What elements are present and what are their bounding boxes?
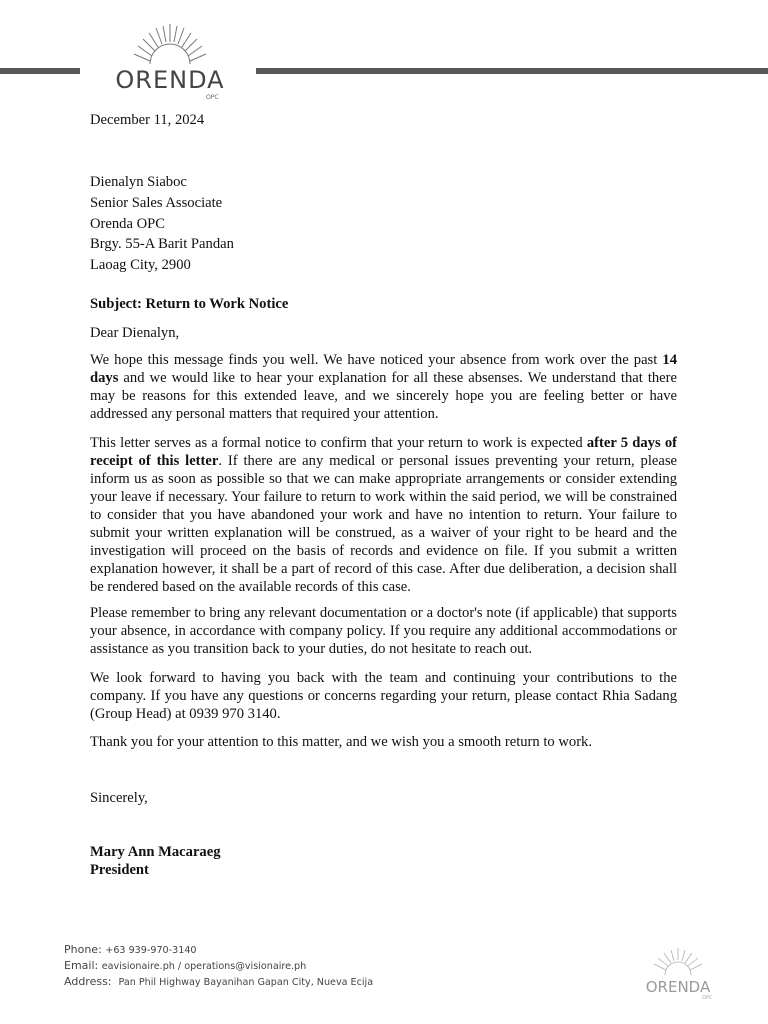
signer-name: Mary Ann Macaraeg [90, 844, 221, 860]
footer-logo [640, 944, 716, 1002]
letter-subject: Subject: Return to Work Notice [90, 296, 289, 312]
recipient-city: Laoag City, 2900 [90, 257, 191, 274]
email-label: Email: [64, 959, 99, 972]
sunburst-icon [112, 20, 228, 70]
body-paragraph-3: Please remember to bring any relevant documentation or a doctor's note (if applicable) that supports your absence, in accordance with company policy. If you require any additional accommodations or assistance as you transition back to your duties, do not hesitate to reach out. [90, 605, 677, 657]
signature-block [90, 843, 677, 879]
company-logo [112, 20, 228, 104]
recipient-position: Senior Sales Associate [90, 194, 223, 211]
body-paragraph-2 [90, 434, 677, 596]
body-paragraph-1 [90, 351, 677, 423]
footer-phone [64, 942, 373, 958]
letter-date: December 11, 2024 [90, 112, 205, 128]
recipient-company: Orenda OPC [90, 215, 165, 232]
paragraph-text: . If there are any medical or personal issues preventing your return, please inform us as soon as possible so that we can make appropriate arrangements or consider extending your leave if necessary. Your failure to return to work within the said period, we will be constrained to consider that you have abandoned your work and have no intention to return. Your failure to submit your written explanation will be construed, as a waiver of your right to be heard and the investigation will proceed on the basis of records and evidence on file. If you submit a written explanation however, it shall be a part of record of this case. After due deliberation, a decision shall be rendered based on the available records of this case. [90, 453, 677, 595]
letter-greeting: Dear Dienalyn, [90, 325, 180, 341]
body-paragraph-5: Thank you for your attention to this matter, and we wish you a smooth return to work. [90, 734, 592, 750]
address-value: Pan Phil Highway Bayanihan Gapan City, Nueva Ecija [118, 977, 374, 988]
footer-email [64, 958, 373, 974]
address-label: Address: [64, 975, 112, 988]
phone-label: Phone: [64, 943, 102, 956]
email-value: eavisionaire.ph / operations@visionaire.ph [101, 961, 307, 972]
footer-address [64, 974, 373, 990]
body-paragraph-4: We look forward to having you back with the team and continuing your contributions to the company. If you have any questions or concerns regarding your return, please contact Rhia Sadang (Group Head) at 0939 970 3140. [90, 670, 677, 722]
phone-value: +63 939-970-3140 [105, 945, 197, 956]
footer-logo-subtitle: OPC [702, 995, 713, 1001]
paragraph-text: This letter serves as a formal notice to confirm that your return to work is expected [90, 435, 587, 451]
sunburst-small-icon [640, 944, 716, 978]
paragraph-text: and we would like to hear your explanation for all these absenses. We understand that there may be reasons for this extended leave, and we sincerely hope you are feeling better or have addressed any personal matters that required your attention. [90, 370, 677, 422]
signer-title: President [90, 862, 149, 878]
recipient-street: Brgy. 55-A Barit Pandan [90, 236, 234, 253]
recipient-name: Dienalyn Siaboc [90, 174, 187, 190]
logo-subtitle: OPC [206, 94, 219, 101]
header-rule-right [256, 68, 768, 74]
emphasis-text: 14 days [90, 352, 677, 386]
header-rule-left [0, 68, 80, 74]
paragraph-text: We hope this message finds you well. We have noticed your absence from work over the past [90, 352, 663, 368]
footer-logo-wordmark: ORENDA [645, 978, 711, 996]
emphasis-text: after 5 days of receipt of this letter [90, 435, 678, 469]
logo-wordmark: ORENDA [115, 66, 225, 94]
footer-contact [64, 942, 373, 990]
letter-closing: Sincerely, [90, 790, 148, 806]
recipient-address-block [90, 172, 677, 276]
